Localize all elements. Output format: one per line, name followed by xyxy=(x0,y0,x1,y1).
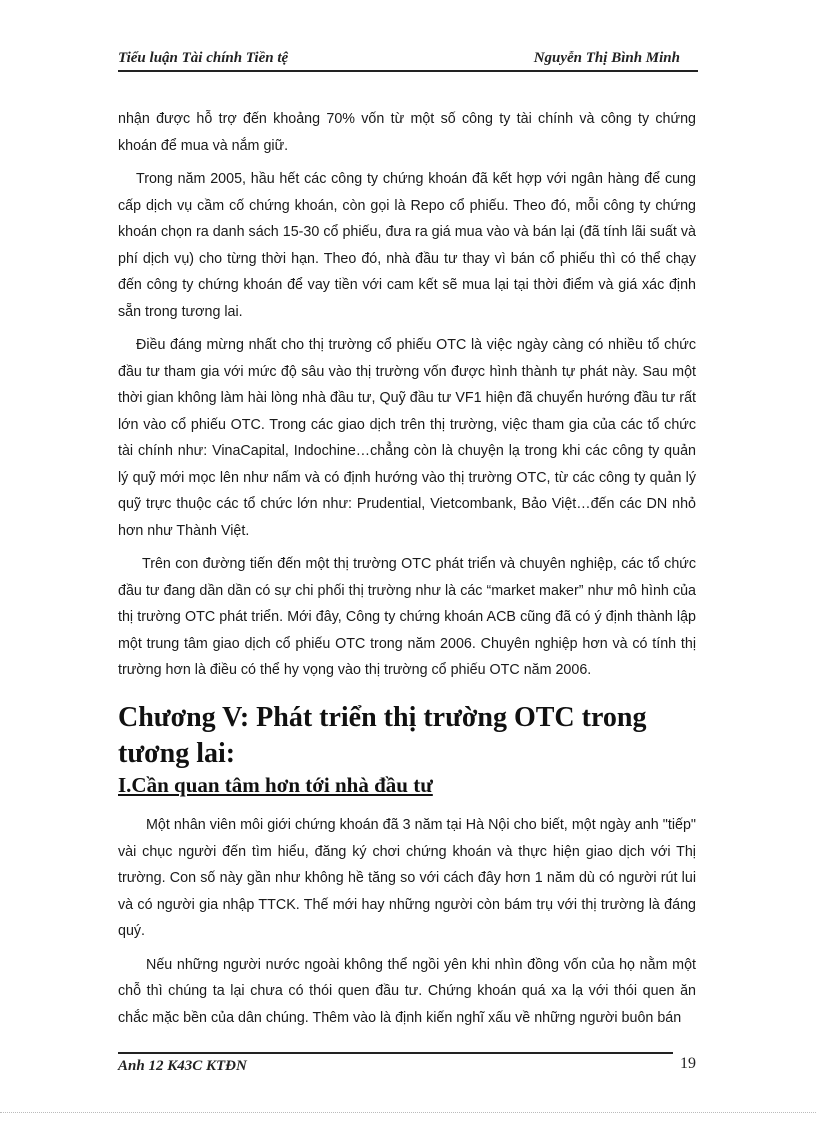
body-text-top xyxy=(118,106,696,691)
section-title: I.Cần quan tâm hơn tới nhà đầu tư xyxy=(118,773,433,797)
paragraph: Điều đáng mừng nhất cho thị trường cổ phiếu OTC là việc ngày càng có nhiều tổ chức đầu tư tham gia với mức độ sâu vào thị trường vốn được hình thành tự phát này. Sau một thời gian không làm hài lòng nhà đầu tư, Quỹ đầu tư VF1 hiện đã chuyển hướng đầu tư rất lớn vào cổ phiếu OTC. Trong các giao dịch trên thị trường, việc tham gia của các tổ chức tài chính như: VinaCapital, Indochine…chẳng còn là chuyện lạ trong khi các công ty quản lý quỹ mới mọc lên như nấm và có định hướng vào thị trường OTC, từ các công ty quản lý quỹ trực thuộc các tổ chức lớn như: Prudential, Vietcombank, Bảo Việt…đến các DN nhỏ hơn như Thành Việt. xyxy=(118,337,696,539)
chapter-title: Chương V: Phát triển thị trường OTC trong tương lai: xyxy=(118,702,647,769)
page-number: 19 xyxy=(680,1055,696,1072)
paragraph: Trong năm 2005, hầu hết các công ty chứng khoán đã kết hợp với ngân hàng để cung cấp dịch vụ cầm cố chứng khoán, còn gọi là Repo cổ phiếu. Theo đó, mỗi công ty chứng khoán chọn ra danh sách 15-30 cổ phiếu, đưa ra giá mua vào và bán lại (đã tính lãi suất và phí dịch vụ) cho từng thời hạn. Theo đó, nhà đầu tư thay vì bán cổ phiếu thì có thể chạy đến công ty chứng khoán để vay tiền với cam kết sẽ mua lại tại thời điểm và giá xác định sẵn trong tương lai. xyxy=(118,171,696,320)
paragraph: Nếu những người nước ngoài không thể ngồi yên khi nhìn đồng vốn của họ nằm một chỗ thì chúng ta lại chưa có thói quen đầu tư. Chứng khoán quá xa lạ với thói quen ăn chắc mặc bền của dân chúng. Thêm vào là định kiến nghĩ xấu về những người buôn bán xyxy=(118,956,696,1026)
header-author-name: Nguyễn Thị Bình Minh xyxy=(533,50,680,66)
footer-divider xyxy=(118,1052,673,1054)
footer-class-label: Anh 12 K43C KTĐN xyxy=(118,1058,247,1074)
paragraph: Trên con đường tiến đến một thị trường OTC phát triển và chuyên nghiệp, các tổ chức đầu tư đang dần dần có sự chi phối thị trường như là các “market maker” như mô hình của thị trường OTC phát triển. Mới đây, Công ty chứng khoán ACB cũng đã có ý định thành lập một trung tâm giao dịch cổ phiếu OTC trong năm 2006. Chuyên nghiệp hơn và có tính thị trường hơn là điều có thể hy vọng vào thị trường cổ phiếu OTC năm 2006. xyxy=(118,556,696,678)
page-edge-divider xyxy=(0,1112,816,1113)
paragraph: Một nhân viên môi giới chứng khoán đã 3 năm tại Hà Nội cho biết, một ngày anh "tiếp" vài chục người đến tìm hiểu, đăng ký chơi chứng khoán và thực hiện giao dịch với Thị trường. Con số này gần như không hề tăng so với cách đây hơn 1 năm dù có người rút lui và có người gia nhập TTCK. Thế mới hay những người còn bám trụ với thị trường là đáng quý. xyxy=(118,817,696,939)
paragraph: nhận được hỗ trợ đến khoảng 70% vốn từ một số công ty tài chính và công ty chứng khoán để mua và nắm giữ. xyxy=(118,111,696,154)
page-header xyxy=(118,50,698,72)
header-course-title: Tiểu luận Tài chính Tiền tệ xyxy=(118,50,289,66)
body-text-bottom xyxy=(118,812,696,1038)
